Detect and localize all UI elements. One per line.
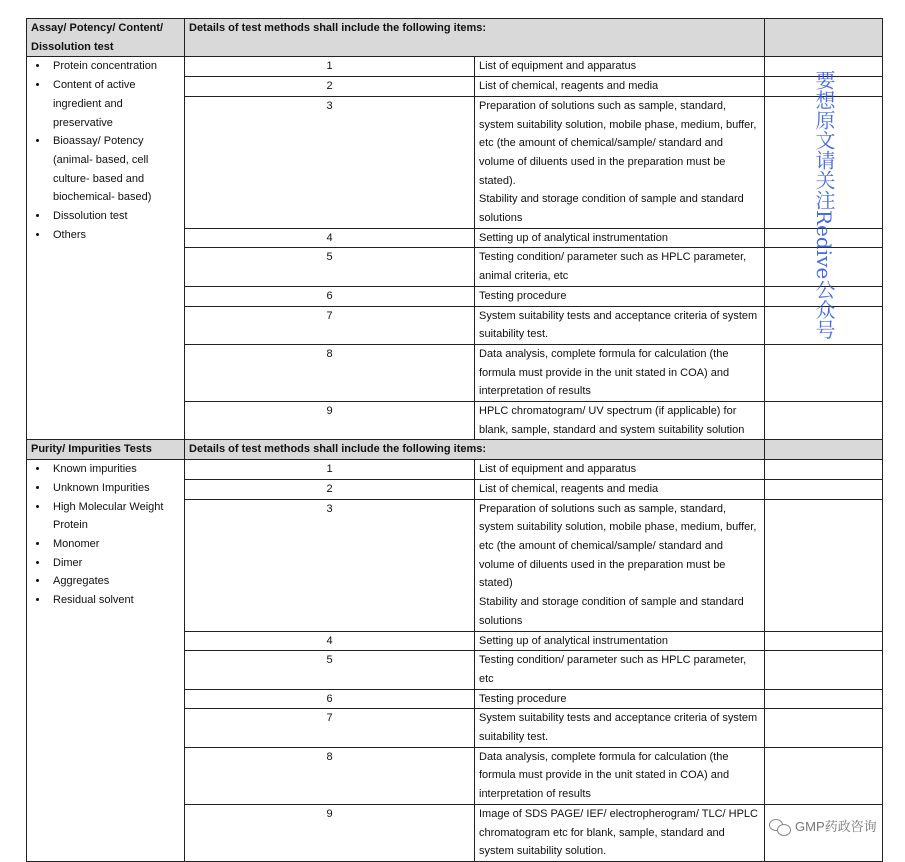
empty-cell bbox=[765, 747, 883, 804]
item-number: 9 bbox=[185, 804, 475, 861]
item-text bbox=[475, 689, 765, 709]
item-text bbox=[475, 709, 765, 747]
empty-cell bbox=[765, 57, 883, 77]
item-description: System suitability tests and acceptance criteria of system suitability test. bbox=[479, 309, 758, 341]
item-number: 4 bbox=[185, 228, 475, 248]
item-text bbox=[475, 804, 765, 861]
item-text bbox=[475, 248, 765, 286]
item-text bbox=[475, 747, 765, 804]
item-description: HPLC chromatogram/ UV spectrum (if applicable) for blank, sample, standard and system suitability solution bbox=[479, 405, 745, 436]
item-number: 2 bbox=[185, 479, 475, 499]
bullet-item: • Unknown Impurities bbox=[49, 479, 180, 498]
empty-cell bbox=[765, 96, 883, 228]
item-number: 9 bbox=[185, 402, 475, 440]
item-description: Image of SDS PAGE/ IEF/ electropherogram/ TLC/ HPLC chromatogram etc for blank, sample, standard and system suitability solution. bbox=[479, 807, 758, 858]
item-description: Testing procedure bbox=[479, 289, 567, 302]
item-description: Data analysis, complete formula for calculation (the formula must provide in the unit stated in COA) and interpretation of results bbox=[479, 750, 730, 801]
item-number: 1 bbox=[185, 57, 475, 77]
test-methods-table bbox=[26, 18, 883, 862]
item-description: System suitability tests and acceptance criteria of system suitability test. bbox=[479, 712, 758, 744]
item-description-2: Stability and storage condition of sample and standard solutions bbox=[479, 193, 744, 225]
bullet-item: • High Molecular Weight Protein bbox=[49, 498, 180, 535]
bullet-item: • Aggregates bbox=[49, 572, 180, 591]
bullet-item: • Known impurities bbox=[49, 460, 180, 479]
item-description: Data analysis, complete formula for calculation (the formula must provide in the unit stated in COA) and interpretation of results bbox=[479, 347, 730, 398]
item-text bbox=[475, 286, 765, 306]
empty-cell bbox=[765, 286, 883, 306]
item-description-2: Stability and storage condition of sample and standard solutions bbox=[479, 596, 744, 627]
bullet-item: • Bioassay/ Potency (animal- based, cell culture- based and biochemical- based) bbox=[49, 132, 180, 207]
empty-cell bbox=[765, 344, 883, 401]
empty-cell bbox=[765, 709, 883, 747]
item-number: 1 bbox=[185, 460, 475, 480]
wechat-icon bbox=[769, 819, 791, 835]
item-number: 3 bbox=[185, 499, 475, 631]
item-description: List of equipment and apparatus bbox=[479, 463, 637, 476]
item-description: List of chemical, reagents and media bbox=[479, 80, 659, 93]
item-text bbox=[475, 344, 765, 401]
empty-cell bbox=[765, 651, 883, 689]
section-header: Purity/ Impurities Tests bbox=[27, 440, 185, 460]
item-description: List of equipment and apparatus bbox=[479, 60, 637, 73]
item-number: 8 bbox=[185, 344, 475, 401]
item-number: 2 bbox=[185, 77, 475, 97]
item-text bbox=[475, 228, 765, 248]
item-number: 7 bbox=[185, 709, 475, 747]
item-description: List of chemical, reagents and media bbox=[479, 482, 659, 495]
details-header: Details of test methods shall include the following items: bbox=[185, 440, 765, 460]
item-description: Testing procedure bbox=[479, 692, 567, 705]
bullet-item: • Dimer bbox=[49, 554, 180, 573]
empty-cell bbox=[765, 402, 883, 440]
item-description: Preparation of solutions such as sample, standard, system suitability solution, mobile phase, medium, buffer, etc (the amount of chemical/sample/ standard and volume of diluents used in the preparation must be stated). bbox=[479, 99, 757, 187]
item-number: 3 bbox=[185, 96, 475, 228]
empty-cell bbox=[765, 631, 883, 651]
brand-name: GMP药政咨询 bbox=[795, 818, 877, 834]
item-number: 5 bbox=[185, 248, 475, 286]
item-text bbox=[475, 57, 765, 77]
empty-cell bbox=[765, 19, 883, 57]
bullet-item: • Residual solvent bbox=[49, 591, 180, 610]
item-number: 4 bbox=[185, 631, 475, 651]
item-number: 7 bbox=[185, 306, 475, 344]
brand-logo bbox=[769, 819, 878, 835]
section-header: Assay/ Potency/ Content/ Dissolution test bbox=[27, 19, 185, 57]
parameter-list bbox=[27, 57, 185, 440]
item-description: Setting up of analytical instrumentation bbox=[479, 634, 668, 647]
item-text bbox=[475, 306, 765, 344]
item-number: 6 bbox=[185, 689, 475, 709]
empty-cell bbox=[765, 228, 883, 248]
item-number: 5 bbox=[185, 651, 475, 689]
bullet-item: • Dissolution test bbox=[49, 207, 180, 226]
item-text bbox=[475, 631, 765, 651]
item-text bbox=[475, 96, 765, 228]
item-description: Testing condition/ parameter such as HPLC parameter, animal criteria, etc bbox=[479, 251, 747, 283]
table-row bbox=[27, 460, 883, 480]
item-text bbox=[475, 651, 765, 689]
bullet-item: • Protein concentration bbox=[49, 57, 180, 76]
item-text bbox=[475, 479, 765, 499]
item-description: Testing condition/ parameter such as HPLC parameter, etc bbox=[479, 654, 747, 685]
item-text bbox=[475, 499, 765, 631]
item-number: 8 bbox=[185, 747, 475, 804]
item-text bbox=[475, 460, 765, 480]
empty-cell bbox=[765, 689, 883, 709]
empty-cell bbox=[765, 77, 883, 97]
bullet-item: • Others bbox=[49, 226, 180, 245]
table-row bbox=[27, 57, 883, 77]
empty-cell bbox=[765, 248, 883, 286]
empty-cell bbox=[765, 440, 883, 460]
bullet-item: • Content of active ingredient and preservative bbox=[49, 76, 180, 132]
bullet-item: • Monomer bbox=[49, 535, 180, 554]
empty-cell bbox=[765, 479, 883, 499]
watermark: 要想原文请关注Redive公众号 bbox=[812, 70, 836, 340]
parameter-list bbox=[27, 460, 185, 862]
item-description: Preparation of solutions such as sample, standard, system suitability solution, mobile phase, medium, buffer, etc (the amount of chemical/sample/ standard and volume of diluents used in the preparation must be stated) bbox=[479, 502, 757, 590]
empty-cell bbox=[765, 499, 883, 631]
empty-cell bbox=[765, 460, 883, 480]
item-text bbox=[475, 402, 765, 440]
item-number: 6 bbox=[185, 286, 475, 306]
empty-cell bbox=[765, 306, 883, 344]
item-text bbox=[475, 77, 765, 97]
brand-cell bbox=[765, 804, 883, 861]
details-header: Details of test methods shall include the following items: bbox=[185, 19, 765, 57]
item-description: Setting up of analytical instrumentation bbox=[479, 231, 668, 244]
